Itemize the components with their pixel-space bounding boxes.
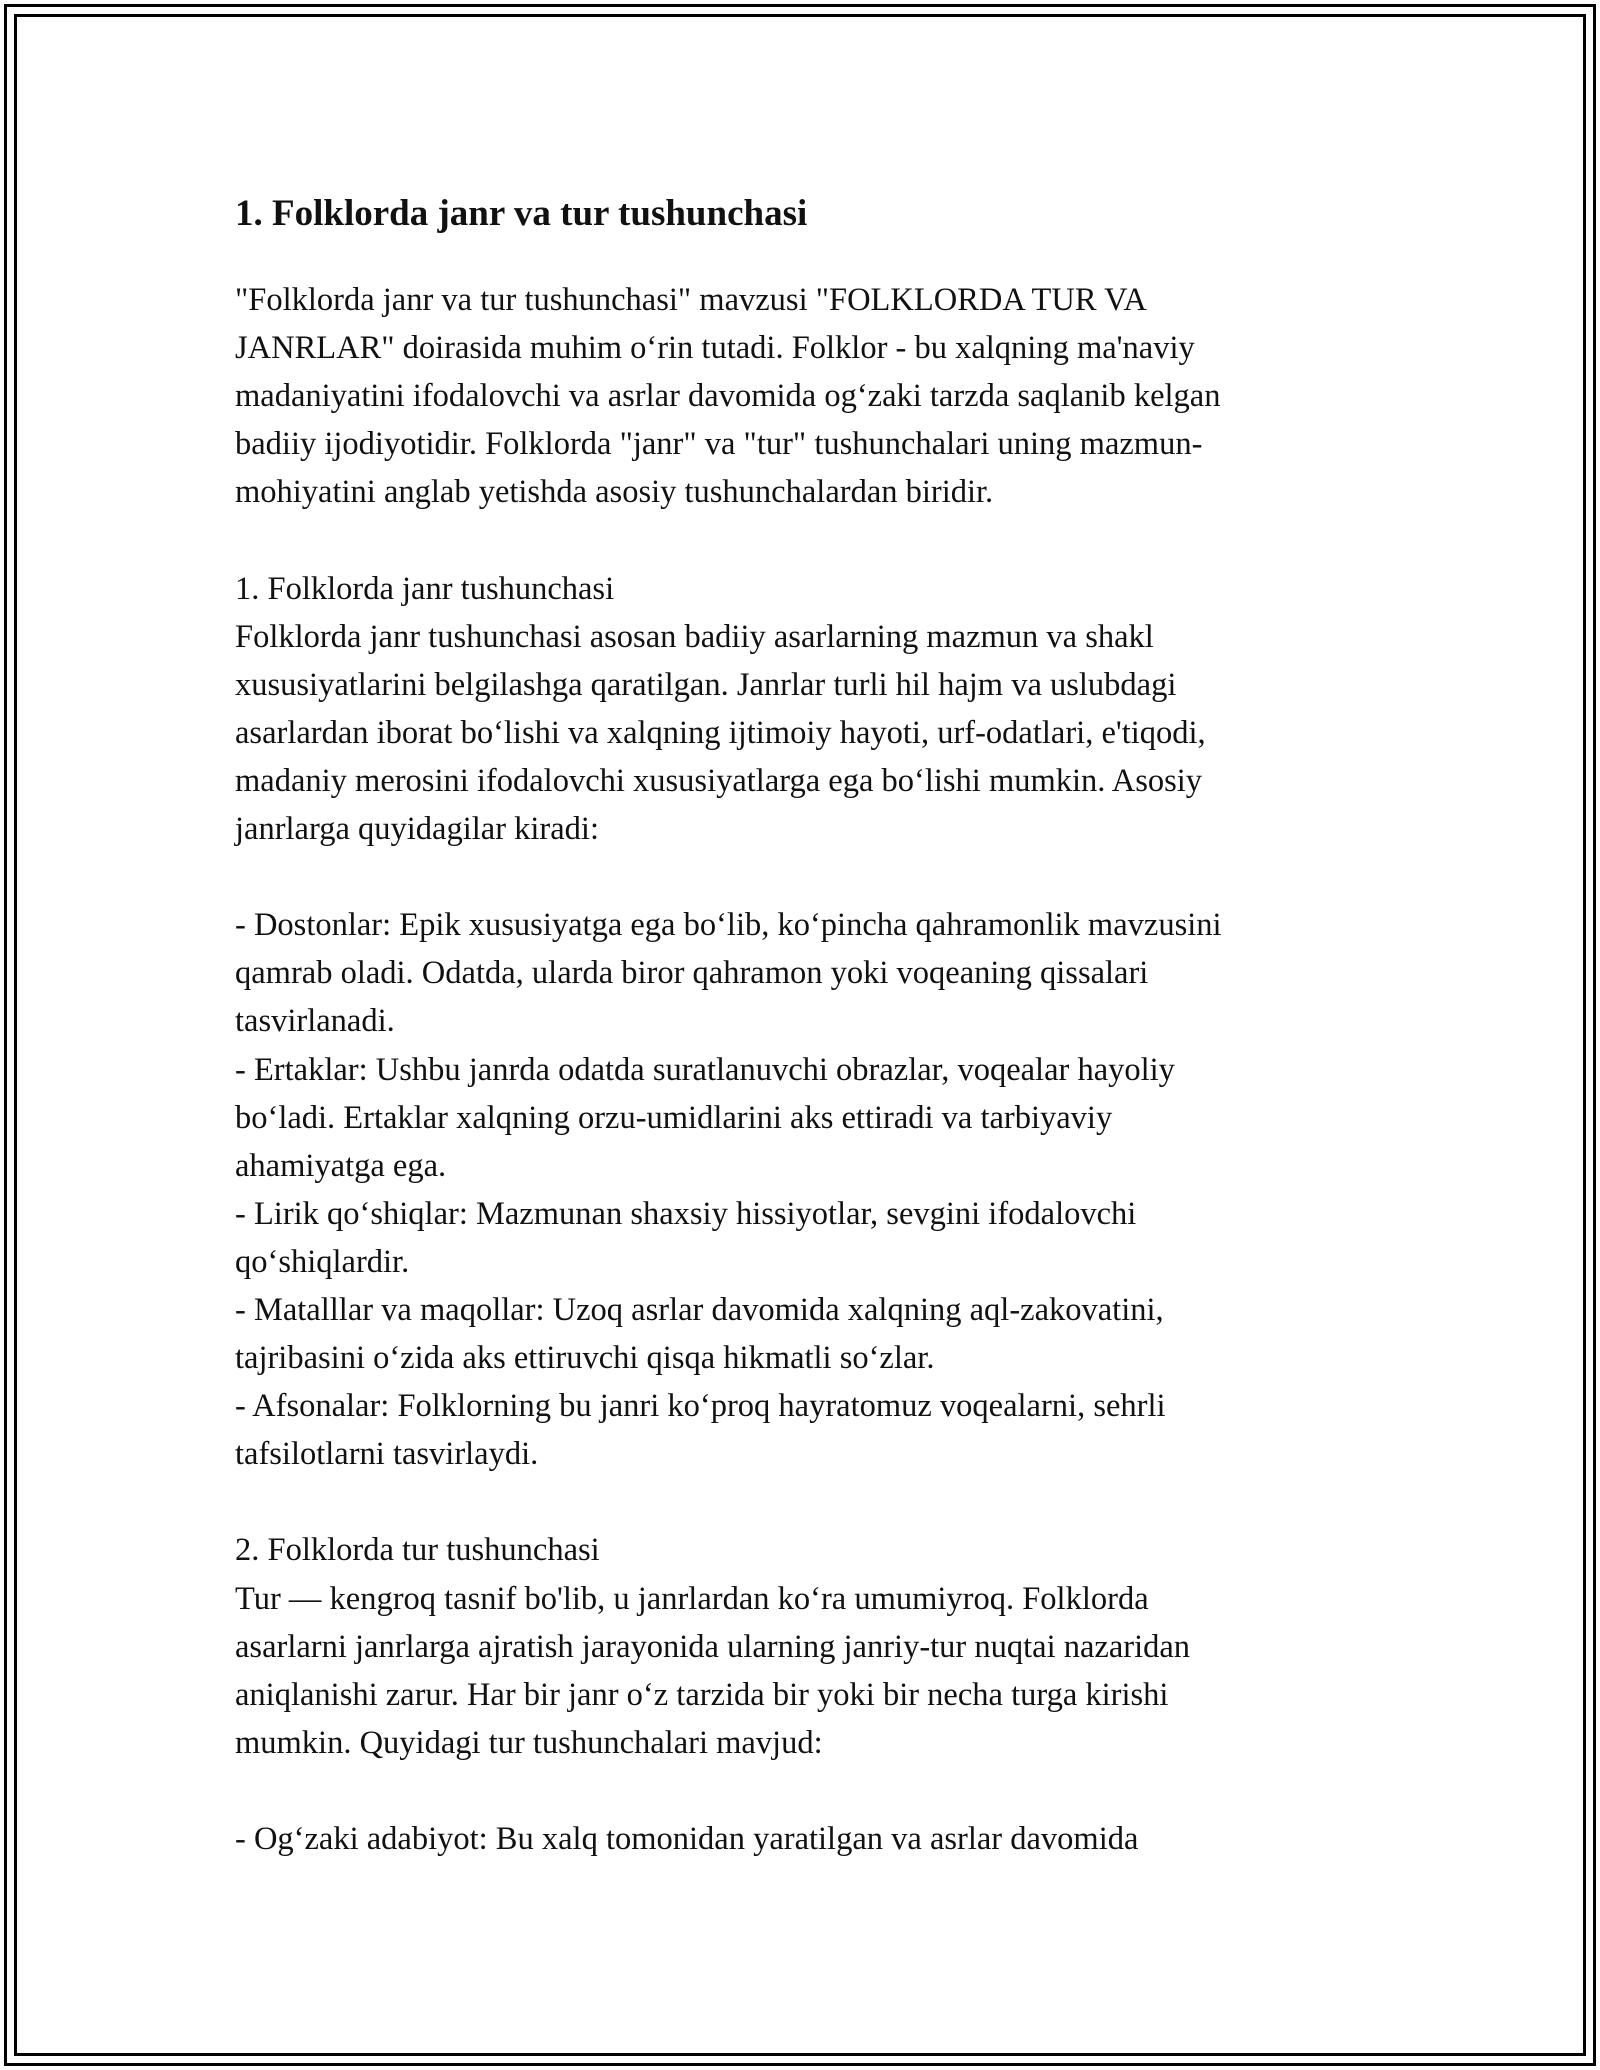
text-line: janrlarga quyidagilar kiradi: [235, 811, 599, 848]
section-heading: 2. Folklorda tur tushunchasi [235, 1532, 600, 1569]
text-line: aniqlanishi zarur. Har bir janr o‘z tarzida bir yoki bir necha turga kirishi [235, 1676, 1169, 1713]
page-title: 1. Folklorda janr va tur tushunchasi [235, 193, 808, 234]
text-line: madaniy merosini ifodalovchi xususiyatlarga ega bo‘lishi mumkin. Asosiy [235, 762, 1203, 799]
section-janr [235, 565, 1365, 854]
list-item: ahamiyatga ega. [235, 1147, 447, 1184]
list-item: bo‘ladi. Ertaklar xalqning orzu-umidlarini aks ettiradi va tarbiyaviy [235, 1099, 1113, 1136]
list-item: qamrab oladi. Odatda, ularda biror qahramon yoki voqeaning qissalari [235, 955, 1149, 992]
text-line: JANRLAR" doirasida muhim o‘rin tutadi. Folklor - bu xalqning ma'naviy [235, 330, 1195, 367]
list-item: tasvirlanadi. [235, 1003, 395, 1040]
list-item: - Dostonlar: Epik xususiyatga ega bo‘lib, ko‘pincha qahramonlik mavzusini [235, 907, 1222, 944]
paragraph-gap [235, 1767, 1365, 1815]
paragraph-gap [235, 516, 1365, 564]
intro-paragraph [235, 276, 1365, 516]
text-line: mohiyatini anglab yetishda asosiy tushunchalardan biridir. [235, 474, 994, 511]
text-line: Folklorda janr tushunchasi asosan badiiy asarlarning mazmun va shakl [235, 618, 1154, 655]
text-line: "Folklorda janr va tur tushunchasi" mavzusi "FOLKLORDA TUR VA [235, 282, 1147, 318]
text-line: mumkin. Quyidagi tur tushunchalari mavjud: [235, 1724, 823, 1761]
text-line: badiiy ijodiyotidir. Folklorda "janr" va "tur" tushunchalari uning mazmun- [235, 426, 1203, 463]
section-heading: 1. Folklorda janr tushunchasi [235, 570, 615, 607]
genre-list [235, 901, 1365, 1478]
paragraph-gap [235, 1478, 1365, 1526]
document-body [235, 188, 1365, 1863]
list-item: - Lirik qo‘shiqlar: Mazmunan shaxsiy hissiyotlar, sevgini ifodalovchi [235, 1195, 1137, 1232]
list-item: qo‘shiqlardir. [235, 1243, 410, 1280]
text-line: madaniyatini ifodalovchi va asrlar davomida og‘zaki tarzda saqlanib kelgan [235, 378, 1221, 415]
paragraph-gap [235, 853, 1365, 901]
list-item: - Og‘zaki adabiyot: Bu xalq tomonidan yaratilgan va asrlar davomida [235, 1821, 1139, 1857]
text-line: xususiyatlarini belgilashga qaratilgan. Janrlar turli hil hajm va uslubdagi [235, 666, 1177, 703]
text-line: asarlardan iborat bo‘lishi va xalqning ijtimoiy hayoti, urf-odatlari, e'tiqodi, [235, 714, 1206, 751]
final-list [235, 1815, 1365, 1863]
list-item: - Afsonalar: Folklorning bu janri ko‘proq hayratomuz voqealarni, sehrli [235, 1388, 1166, 1425]
list-item: - Matalllar va maqollar: Uzoq asrlar davomida xalqning aql-zakovatini, [235, 1291, 1164, 1328]
section-tur [235, 1526, 1365, 1766]
list-item: - Ertaklar: Ushbu janrda odatda suratlanuvchi obrazlar, voqealar hayoliy [235, 1051, 1175, 1088]
text-line: Tur — kengroq tasnif bo'lib, u janrlardan ko‘ra umumiyroq. Folklorda [235, 1580, 1149, 1617]
text-line: asarlarni janrlarga ajratish jarayonida ularning janriy-tur nuqtai nazaridan [235, 1628, 1191, 1665]
list-item: tajribasini o‘zida aks ettiruvchi qisqa hikmatli so‘zlar. [235, 1340, 935, 1377]
list-item: tafsilotlarni tasvirlaydi. [235, 1436, 539, 1473]
